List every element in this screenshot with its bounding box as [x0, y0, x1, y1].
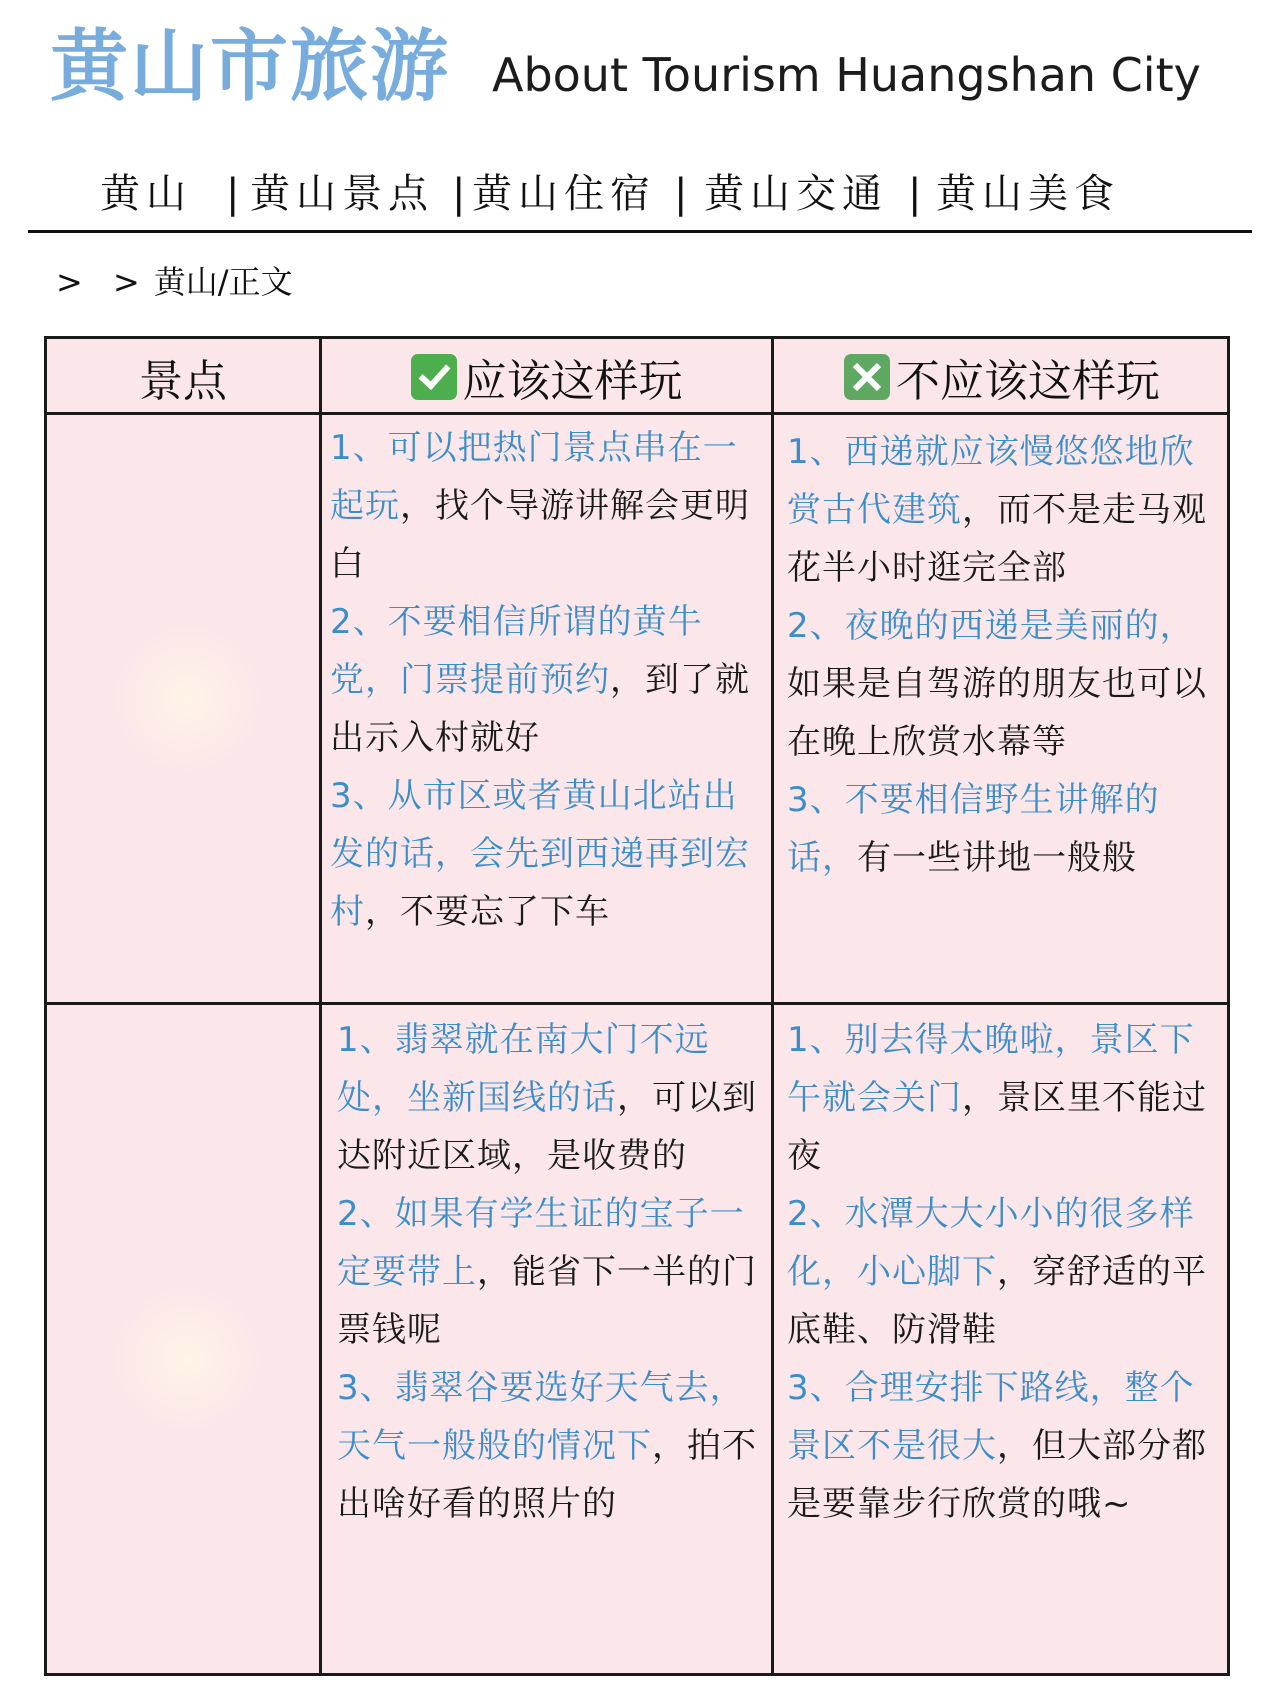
main-nav [28, 160, 1252, 233]
nav-item-transport[interactable]: 黄山交通 [704, 171, 888, 217]
site-header [0, 0, 1280, 150]
tip-item: 3、合理安排下路线，整个景区不是很大，但大部分都是要靠步行欣赏的哦~ [787, 1368, 1207, 1524]
tip-item: 1、别去得太晚啦，景区下午就会关门，景区里不能过夜 [787, 1020, 1207, 1176]
row2-dont-cell [787, 1011, 1223, 1533]
row2-do-cell [337, 1011, 763, 1533]
nav-item-attractions[interactable]: 黄山景点 [250, 171, 434, 217]
nav-separator: | [908, 171, 922, 217]
nav-separator: | [452, 171, 466, 217]
header-do-label: 应该这样玩 [462, 356, 683, 407]
nav-item-huangshan[interactable]: 黄山 [100, 171, 192, 217]
tip-item: 2、如果有学生证的宝子一定要带上，能省下一半的门票钱呢 [337, 1194, 757, 1350]
site-title-cn: 黄山市旅游 [50, 22, 451, 112]
tip-item: 3、不要相信野生讲解的话，有一些讲地一般般 [787, 780, 1160, 878]
row1-do-cell [330, 419, 762, 941]
breadcrumb [56, 263, 293, 301]
cross-mark-icon [844, 354, 890, 400]
tip-item: 1、可以把热门景点串在一起玩，找个导游讲解会更明白 [330, 428, 750, 584]
attraction-photo [107, 619, 267, 779]
tip-item: 3、翡翠谷要选好天气去，天气一般般的情况下，拍不出啥好看的照片的 [337, 1368, 757, 1524]
nav-item-food[interactable]: 黄山美食 [936, 171, 1120, 217]
tip-item: 3、从市区或者黄山北站出发的话，会先到西递再到宏村，不要忘了下车 [330, 776, 750, 932]
comparison-table [44, 336, 1230, 1676]
tip-item: 2、夜晚的西递是美丽的，如果是自驾游的朋友也可以在晚上欣赏水幕等 [787, 606, 1207, 762]
breadcrumb-arrows: > > [56, 263, 150, 301]
nav-item-lodging[interactable]: 黄山住宿 [472, 171, 656, 217]
header-spot-label: 景点 [139, 356, 227, 407]
row1-dont-cell [787, 423, 1223, 887]
nav-separator: | [674, 171, 688, 217]
table-divider [771, 339, 774, 1673]
check-mark-icon [411, 354, 457, 400]
header-spot [47, 339, 319, 415]
tip-item: 1、翡翠就在南大门不远处，坐新国线的话，可以到达附近区域，是收费的 [337, 1020, 757, 1176]
tip-item: 2、不要相信所谓的黄牛党，门票提前预约，到了就出示入村就好 [330, 602, 750, 758]
nav-separator: | [226, 171, 240, 217]
attraction-photo [107, 1279, 267, 1439]
tip-item: 2、水潭大大小小的很多样化，小心脚下，穿舒适的平底鞋、防滑鞋 [787, 1194, 1207, 1350]
site-title-en: About Tourism Huangshan City [492, 48, 1201, 102]
table-divider [47, 1002, 1227, 1005]
header-dont [774, 339, 1230, 415]
tip-item: 1、西递就应该慢悠悠地欣赏古代建筑，而不是走马观花半小时逛完全部 [787, 432, 1207, 588]
header-dont-label: 不应该这样玩 [896, 356, 1160, 407]
breadcrumb-path[interactable]: 黄山/正文 [153, 263, 293, 301]
table-divider [319, 339, 322, 1673]
header-do [322, 339, 771, 415]
